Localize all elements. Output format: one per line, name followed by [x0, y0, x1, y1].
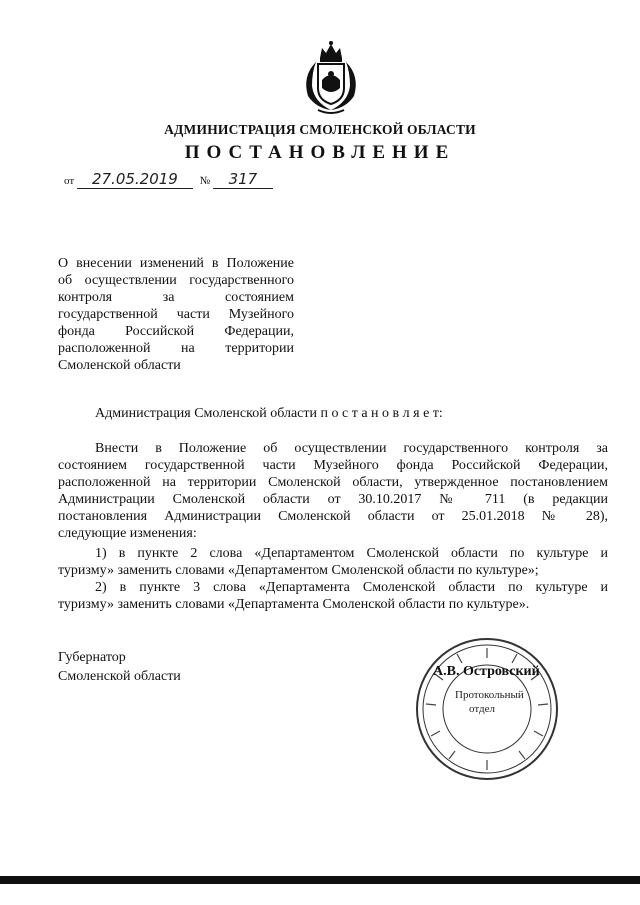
signatory-title: [58, 648, 181, 686]
date-number-line: [64, 170, 273, 189]
subject-line: фонда Российской Федерации,: [58, 324, 294, 339]
document-type-title: ПОСТАНОВЛЕНИЕ: [184, 142, 456, 163]
document-number: 317: [213, 170, 273, 189]
organization-name: АДМИНИСТРАЦИЯ СМОЛЕНСКОЙ ОБЛАСТИ: [164, 122, 476, 137]
subject-line: Смоленской области: [58, 358, 181, 373]
from-label: от: [64, 175, 75, 187]
signatory-title-line: Смоленской области: [58, 669, 181, 684]
body-line: Внести в Положение об осуществлении государственного контроля за: [95, 441, 608, 456]
number-label: №: [199, 175, 211, 187]
document-date: 27.05.2019: [77, 170, 193, 189]
subject-line: государственной части Музейного: [58, 307, 294, 322]
body-line: состоянием государственной части Музейного фонда Российской Федерации,: [58, 458, 608, 473]
body-line: постановления Администрации Смоленской области от 25.01.2018 № 28),: [58, 509, 608, 524]
body-line: расположенной на территории Смоленской области, утвержденное постановлением: [58, 475, 608, 490]
subject-line: расположенной на территории: [58, 341, 294, 356]
subject-line: об осуществлении государственного: [58, 273, 294, 288]
signatory-name: А.В. Островский: [433, 664, 540, 679]
coat-of-arms-emblem: [298, 40, 364, 116]
stamp-inner-line: Протокольный: [455, 689, 524, 701]
signatory-title-line: Губернатор: [58, 650, 126, 665]
body-line: туризму» заменить словами «Департамента Смоленской области по культуре».: [58, 597, 530, 612]
decree-lead-text: Администрация Смоленской области п о с т а н о в л я е т:: [95, 406, 443, 421]
stamp-inner-line: отдел: [469, 703, 495, 715]
body-line: туризму» заменить словами «Департаментом Смоленской области по культуре»;: [58, 563, 539, 578]
stamp-inner-text: [455, 688, 524, 716]
body-line: 1) в пункте 2 слова «Департаментом Смоленской области по культуре и: [95, 546, 608, 561]
page-bottom-border: [0, 876, 640, 884]
subject-line: контроля за состоянием: [58, 290, 294, 305]
body-line: следующие изменения:: [58, 526, 197, 541]
subject-line: О внесении изменений в Положение: [58, 256, 294, 271]
body-line: Администрации Смоленской области от 30.10.2017 № 711 (в редакции: [58, 492, 608, 507]
body-line: 2) в пункте 3 слова «Департамента Смоленской области по культуре и: [95, 580, 608, 595]
